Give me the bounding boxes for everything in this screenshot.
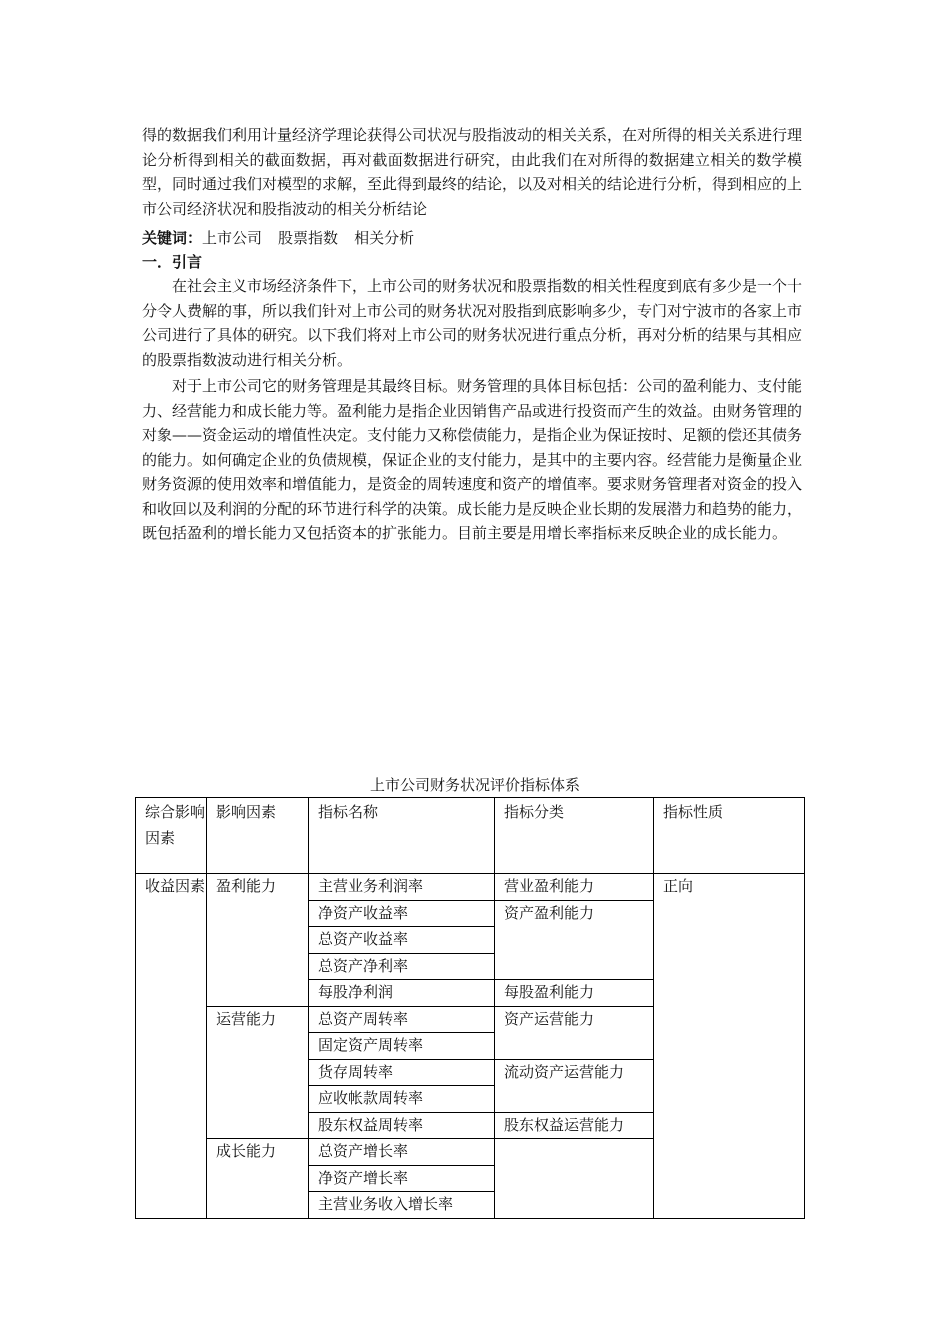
indicator-cell: 货存周转率 xyxy=(309,1059,495,1086)
category-cell: 资产运营能力 xyxy=(495,1006,654,1059)
header-cell: 指标性质 xyxy=(654,798,805,874)
indicator-table xyxy=(135,797,805,1219)
indicator-cell: 总资产净利率 xyxy=(309,953,495,980)
indicator-cell: 股东权益周转率 xyxy=(309,1112,495,1139)
composite-factor-cell: 收益因素 xyxy=(136,874,207,1219)
table-caption: 上市公司财务状况评价指标体系 xyxy=(369,776,580,794)
table-row xyxy=(136,874,805,901)
indicator-cell: 主营业务收入增长率 xyxy=(309,1192,495,1219)
category-cell: 资产盈利能力 xyxy=(495,900,654,980)
factor-cell: 运营能力 xyxy=(207,1006,309,1139)
nature-cell: 正向 xyxy=(654,874,805,1219)
header-cell: 指标名称 xyxy=(309,798,495,874)
indicator-cell: 主营业务利润率 xyxy=(309,874,495,901)
keyword-item: 上市公司 xyxy=(202,229,263,247)
keyword-item: 相关分析 xyxy=(354,229,415,247)
indicator-cell: 每股净利润 xyxy=(309,980,495,1007)
section-heading: 一．引言 xyxy=(142,253,203,271)
indicator-cell: 总资产收益率 xyxy=(309,927,495,954)
body-paragraph: 对于上市公司它的财务管理是其最终目标。财务管理的具体目标包括：公司的盈利能力、支付能力、经营能力和成长能力等。盈利能力是指企业因销售产品或进行投资而产生的效益。由财务管理的对象——资金运动的增值性决定。支付能力又称偿债能力，是指企业为保证按时、足额的偿还其债务的能力。如何确定企业的负债规模，保证企业的支付能力，是其中的主要内容。经营能力是衡量企业财务资源的使用效率和增值能力，是资金的周转速度和资产的增值率。要求财务管理者对资金的投入和收回以及利润的分配的环节进行科学的决策。成长能力是反映企业长期的发展潜力和趋势的能力，既包括盈利的增长能力又包括资本的扩张能力。目前主要是用增长率指标来反映企业的成长能力。 xyxy=(142,377,803,542)
header-cell: 指标分类 xyxy=(495,798,654,874)
abstract-paragraph: 得的数据我们利用计量经济学理论获得公司状况与股指波动的相关关系，在对所得的相关关系进行理论分析得到相关的截面数据，再对截面数据进行研究，由此我们在对所得的数据建立相关的数学模型，同时通过我们对模型的求解，至此得到最终的结论，以及对相关的结论进行分析，得到相应的上市公司经济状况和股指波动的相关分析结论 xyxy=(142,126,803,218)
category-cell: 流动资产运营能力 xyxy=(495,1059,654,1112)
keywords-label: 关键词 xyxy=(142,229,188,247)
table-header-row xyxy=(136,798,805,874)
indicator-cell: 固定资产周转率 xyxy=(309,1033,495,1060)
indicator-cell: 净资产收益率 xyxy=(309,900,495,927)
category-cell xyxy=(495,1139,654,1219)
indicator-cell: 总资产周转率 xyxy=(309,1006,495,1033)
keywords-line xyxy=(142,226,802,251)
category-cell: 营业盈利能力 xyxy=(495,874,654,901)
body-paragraph: 在社会主义市场经济条件下，上市公司的财务状况和股票指数的相关性程度到底有多少是一个十分令人费解的事，所以我们针对上市公司的财务状况对股指到底影响多少，专门对宁波市的各家上市公司进行了具体的研究。以下我们将对上市公司的财务状况进行重点分析，再对分析的结果与其相应的股票指数波动进行相关分析。 xyxy=(142,277,803,369)
category-cell: 股东权益运营能力 xyxy=(495,1112,654,1139)
factor-cell: 盈利能力 xyxy=(207,874,309,1007)
keyword-item: 股票指数 xyxy=(278,229,339,247)
factor-cell: 成长能力 xyxy=(207,1139,309,1219)
header-cell: 影响因素 xyxy=(207,798,309,874)
indicator-cell: 应收帐款周转率 xyxy=(309,1086,495,1113)
indicator-cell: 净资产增长率 xyxy=(309,1165,495,1192)
category-cell: 每股盈利能力 xyxy=(495,980,654,1007)
indicator-cell: 总资产增长率 xyxy=(309,1139,495,1166)
keywords-colon: ： xyxy=(187,229,203,247)
header-cell: 综合影响因素 xyxy=(136,798,207,874)
